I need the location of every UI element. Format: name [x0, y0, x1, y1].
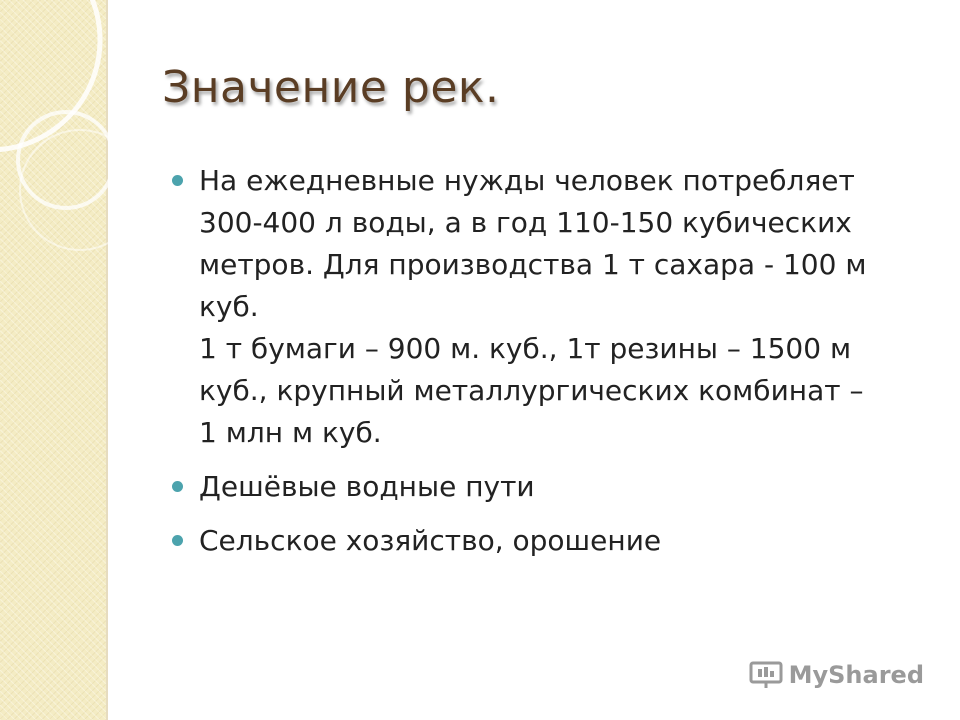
- bullet-text-line: 1 т бумаги – 900 м. куб., 1т резины – 1500 м: [199, 332, 852, 365]
- bullet-item: [172, 520, 932, 562]
- bullet-dot-icon: [172, 175, 183, 186]
- presentation-board-icon: [749, 660, 783, 690]
- bullet-text-line: Сельское хозяйство, орошение: [199, 524, 662, 557]
- slide-title: Значение рек.: [162, 62, 500, 113]
- watermark-text: MyShared: [788, 661, 924, 689]
- bullet-text-line: куб., крупный металлургических комбинат –: [199, 374, 864, 407]
- bullet-text-line: куб.: [199, 290, 259, 323]
- bullet-list: [172, 160, 932, 574]
- bullet-text-line: На ежедневные нужды человек потребляет: [199, 164, 855, 197]
- bullet-text-line: метров. Для производства 1 т сахара - 100 м: [199, 248, 867, 281]
- bullet-text-line: 300-400 л воды, а в год 110-150 кубических: [199, 206, 852, 239]
- decorative-circles: [0, 0, 130, 320]
- bullet-item: [172, 466, 932, 508]
- bullet-dot-icon: [172, 481, 183, 492]
- watermark-logo: [749, 660, 924, 690]
- bullet-text-line: 1 млн м куб.: [199, 416, 382, 449]
- bullet-item: [172, 160, 932, 454]
- bullet-text-line: Дешёвые водные пути: [199, 470, 535, 503]
- bullet-dot-icon: [172, 535, 183, 546]
